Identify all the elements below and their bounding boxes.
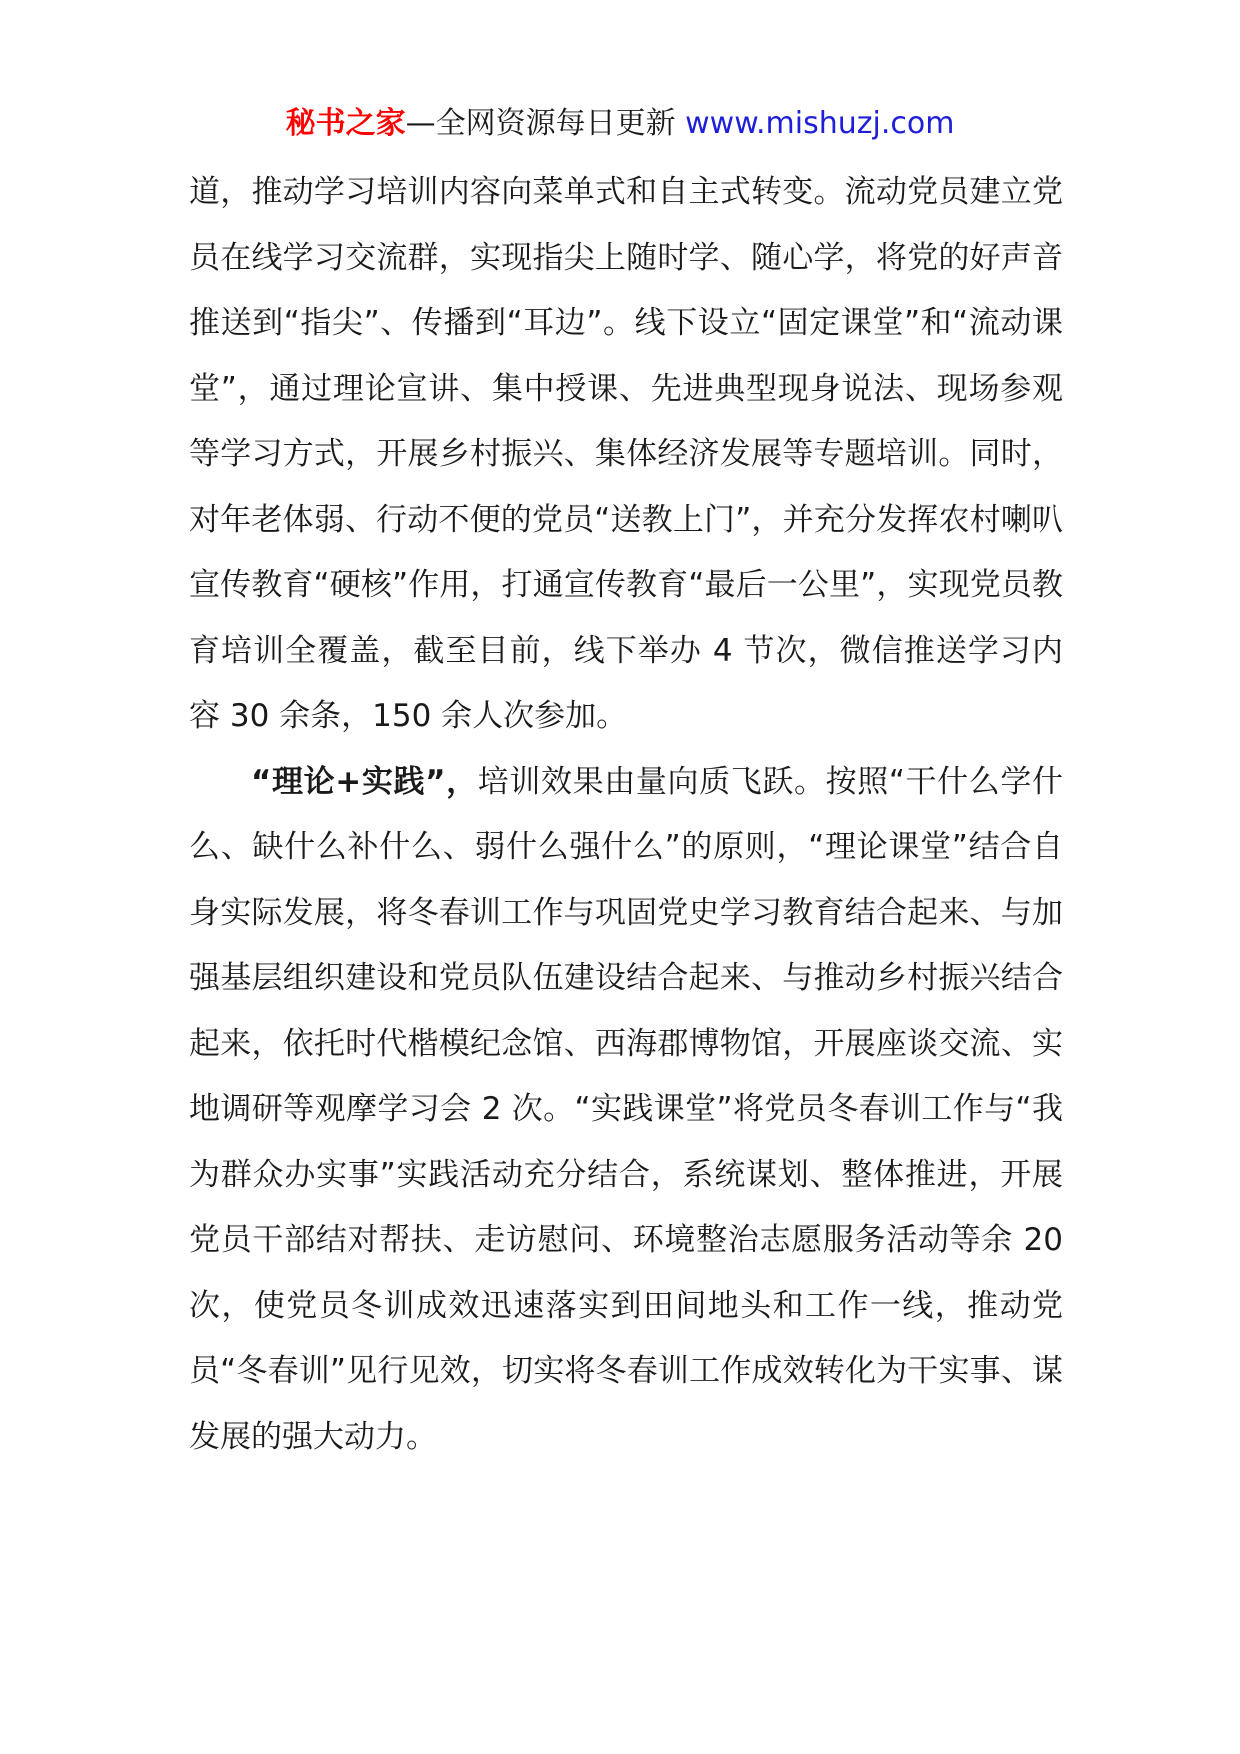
header-tagline: —全网资源每日更新 [405, 106, 676, 141]
brand-name: 秘书之家 [285, 106, 406, 141]
document-body [189, 160, 1063, 1470]
paragraph-continued [189, 160, 1063, 750]
site-url-link[interactable]: www.mishuzj.com [685, 106, 955, 141]
page-header [0, 104, 1240, 144]
paragraph-text: 培训效果由量向质飞跃。按照“干什么学什么、缺什么补什么、弱什么强什么”的原则，“理论课堂”结合自身实际发展，将冬春训工作与巩固党史学习教育结合起来、与加强基层组织建设和党员队伍建设结合起来、与推动乡村振兴结合起来，依托时代楷模纪念馆、西海郡博物馆，开展座谈交流、实地调研等观摩学习会 2 次。“实践课堂”将党员冬春训工作与“我为群众办实事”实践活动充分结合，系统谋划、整体推进，开展党员干部结对帮扶、走访慰问、环境整治志愿服务活动等余 20 次，使党员冬训成效迅速落实到田间地头和工作一线，推动党员“冬春训”见行见效，切实将冬春训工作成效转化为干实事、谋发展的强大动力。 [189, 763, 1063, 1455]
paragraph-theory-practice [189, 750, 1063, 1471]
paragraph-lead-heading: “理论+实践”， [251, 763, 478, 800]
paragraph-text: 道，推动学习培训内容向菜单式和自主式转变。流动党员建立党员在线学习交流群，实现指尖上随时学、随心学，将党的好声音推送到“指尖”、传播到“耳边”。线下设立“固定课堂”和“流动课堂”，通过理论宣讲、集中授课、先进典型现身说法、现场参观等学习方式，开展乡村振兴、集体经济发展等专题培训。同时，对年老体弱、行动不便的党员“送教上门”，并充分发挥农村喇叭宣传教育“硬核”作用，打通宣传教育“最后一公里”，实现党员教育培训全覆盖，截至目前，线下举办 4 节次，微信推送学习内容 30 余条，150 余人次参加。 [189, 174, 1063, 734]
